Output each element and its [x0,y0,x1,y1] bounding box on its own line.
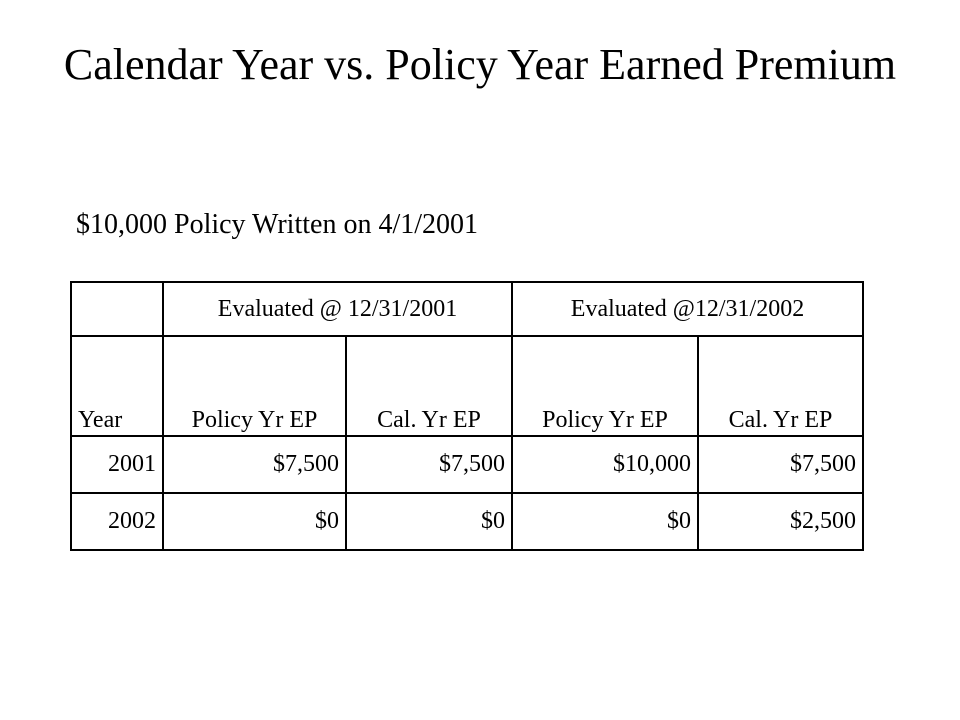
table-cell: $0 [163,493,346,550]
column-header-row [71,336,863,436]
table-row [71,493,863,550]
group-header-2002: Evaluated @12/31/2002 [512,282,863,336]
table-cell: $0 [346,493,512,550]
table-cell: $0 [512,493,698,550]
table-cell: $7,500 [346,436,512,493]
group-header-2001: Evaluated @ 12/31/2001 [163,282,512,336]
column-header-policy-yr-ep-2002: Policy Yr EP [512,336,698,436]
table-cell: 2002 [71,493,163,550]
column-header-policy-yr-ep-2001: Policy Yr EP [163,336,346,436]
table-cell: $7,500 [698,436,863,493]
column-header-cal-yr-ep-2002: Cal. Yr EP [698,336,863,436]
table-cell: $10,000 [512,436,698,493]
table-cell: $7,500 [163,436,346,493]
group-header-row [71,282,863,336]
slide-subtitle: $10,000 Policy Written on 4/1/2001 [76,209,479,240]
table-cell: $2,500 [698,493,863,550]
column-header-cal-yr-ep-2001: Cal. Yr EP [346,336,512,436]
column-header-year: Year [71,336,163,436]
group-header-blank [71,282,163,336]
earned-premium-table [70,281,864,551]
table-cell: 2001 [71,436,163,493]
table-row [71,436,863,493]
slide-title: Calendar Year vs. Policy Year Earned Premium [63,40,897,89]
